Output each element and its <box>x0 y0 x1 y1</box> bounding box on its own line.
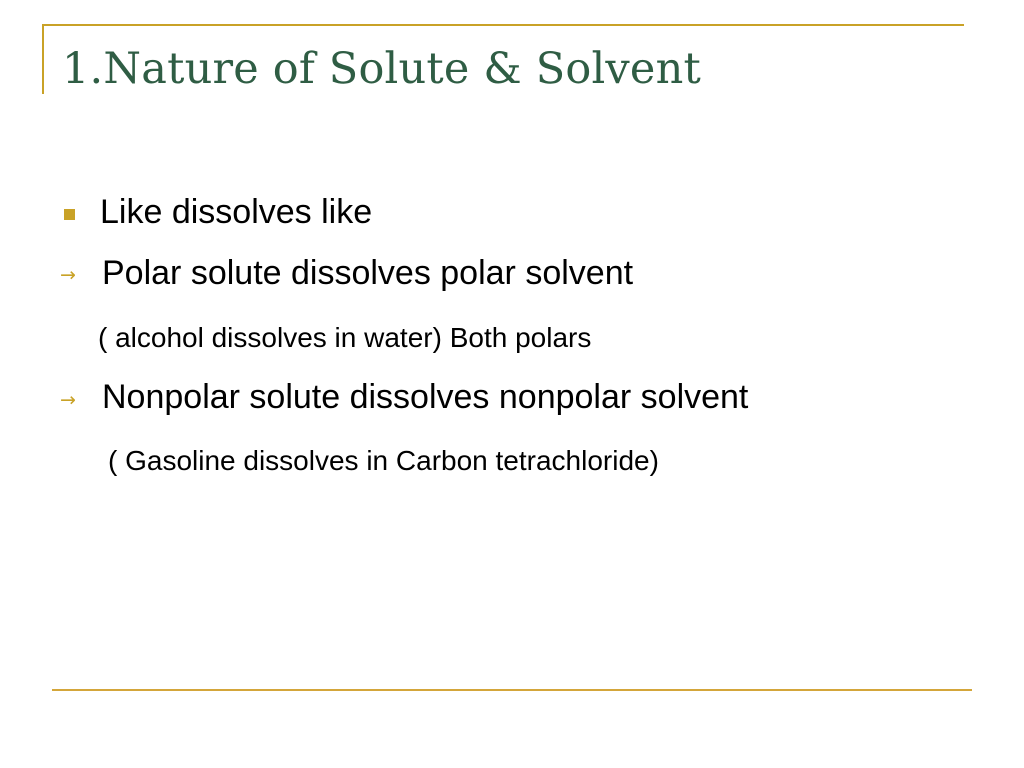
sub-line-1: ( alcohol dissolves in water) Both polars <box>98 322 592 353</box>
title-frame-top-line <box>42 24 964 26</box>
arrow-right-icon: → <box>60 389 76 411</box>
square-bullet-icon <box>64 209 75 220</box>
bullet-line-2: Polar solute dissolves polar solvent <box>102 254 634 292</box>
bullet-line-3: Nonpolar solute dissolves nonpolar solvent <box>102 378 749 416</box>
sub-line-2: ( Gasoline dissolves in Carbon tetrachloride) <box>108 445 659 476</box>
bullet-line-1: Like dissolves like <box>100 193 373 231</box>
title-frame-left-line <box>42 24 44 94</box>
arrow-right-icon: → <box>60 264 76 286</box>
slide-title: 1.Nature of Solute & Solvent <box>62 44 701 94</box>
footer-divider-line <box>52 689 972 691</box>
